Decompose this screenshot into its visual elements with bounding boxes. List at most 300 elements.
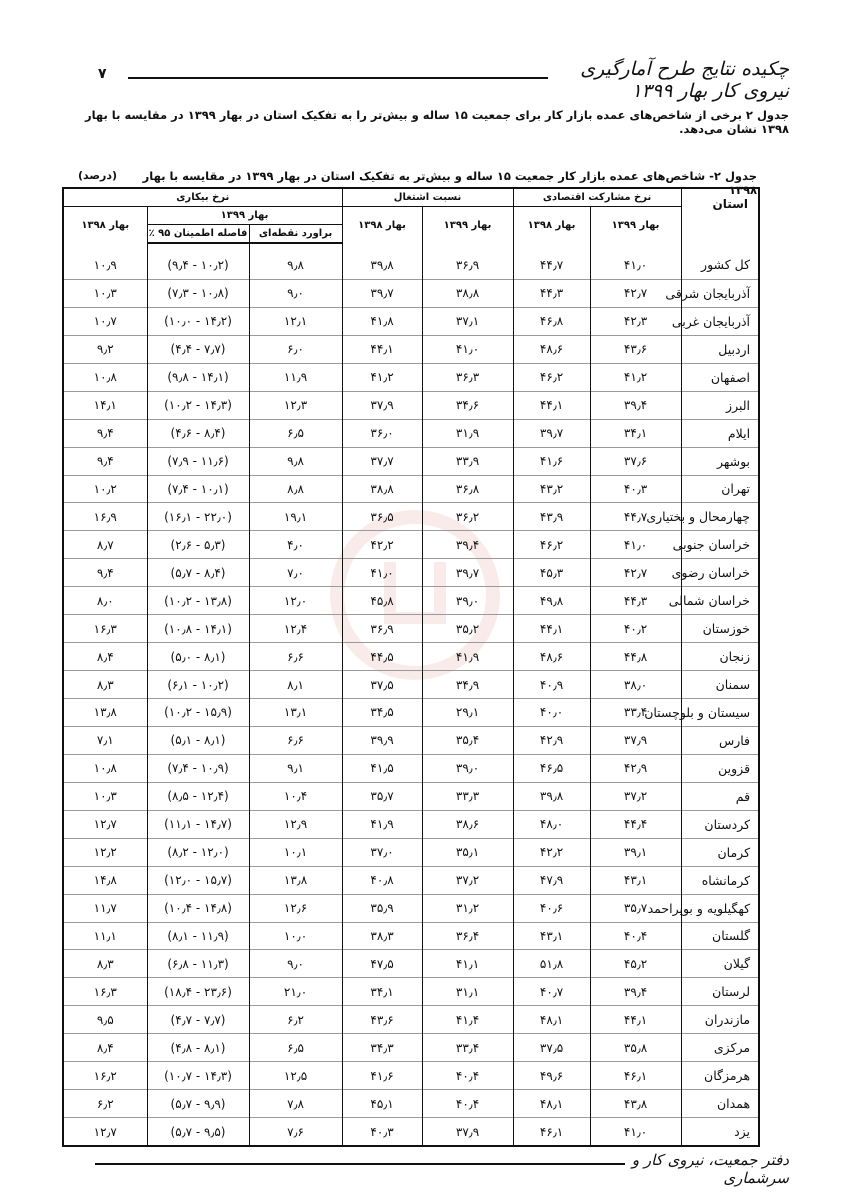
cell-unemployment-ci: (۴٫۶ - ۸٫۴) (147, 419, 249, 447)
cell-participation-1398: ۴۸٫۱ (513, 1006, 590, 1034)
cell-participation-1398: ۴۲٫۲ (513, 838, 590, 866)
cell-employment-1398: ۳۴٫۱ (342, 978, 422, 1006)
cell-unemployment-1398: ۱۱٫۷ (63, 894, 147, 922)
table-row (63, 671, 759, 699)
header-rule (128, 77, 548, 79)
cell-employment-1398: ۳۶٫۹ (342, 615, 422, 643)
header-point-estimate: براورد نقطه‌ای (249, 225, 342, 244)
cell-unemployment-1398: ۱۳٫۸ (63, 699, 147, 727)
cell-unemployment-point: ۱۲٫۹ (249, 810, 342, 838)
header-part-1398: بهار ۱۳۹۸ (513, 207, 590, 244)
header-emp-1398: بهار ۱۳۹۸ (342, 207, 422, 244)
cell-unemployment-ci: (۷٫۹ - ۱۱٫۶) (147, 447, 249, 475)
cell-province: زنجان (681, 643, 759, 671)
cell-unemployment-point: ۱۲٫۴ (249, 615, 342, 643)
header-emp-1399: بهار ۱۳۹۹ (422, 207, 513, 244)
cell-employment-1399: ۳۱٫۲ (422, 894, 513, 922)
cell-unemployment-1398: ۶٫۲ (63, 1090, 147, 1118)
cell-unemployment-ci: (۵٫۷ - ۸٫۴) (147, 559, 249, 587)
cell-unemployment-1398: ۱۰٫۳ (63, 782, 147, 810)
cell-province: گلستان (681, 922, 759, 950)
cell-participation-1399: ۳۹٫۴ (590, 978, 681, 1006)
cell-unemployment-ci: (۱۰٫۷ - ۱۴٫۳) (147, 1062, 249, 1090)
cell-participation-1399: ۴۳٫۸ (590, 1090, 681, 1118)
cell-participation-1399: ۳۷٫۲ (590, 782, 681, 810)
cell-unemployment-point: ۶٫۶ (249, 643, 342, 671)
cell-participation-1398: ۴۰٫۶ (513, 894, 590, 922)
cell-participation-1398: ۴۸٫۰ (513, 810, 590, 838)
cell-participation-1399: ۴۰٫۲ (590, 615, 681, 643)
cell-participation-1399: ۴۴٫۴ (590, 810, 681, 838)
cell-unemployment-ci: (۹٫۸ - ۱۴٫۱) (147, 363, 249, 391)
cell-unemployment-1398: ۱۲٫۲ (63, 838, 147, 866)
cell-unemployment-1398: ۱۰٫۸ (63, 754, 147, 782)
cell-unemployment-point: ۷٫۶ (249, 1118, 342, 1146)
cell-unemployment-ci: (۱۸٫۴ - ۲۳٫۶) (147, 978, 249, 1006)
cell-unemployment-1398: ۹٫۴ (63, 419, 147, 447)
cell-province: مرکزی (681, 1034, 759, 1062)
header-part-1399: بهار ۱۳۹۹ (590, 207, 681, 244)
cell-employment-1398: ۴۱٫۹ (342, 810, 422, 838)
cell-employment-1399: ۳۸٫۸ (422, 279, 513, 307)
cell-province: بوشهر (681, 447, 759, 475)
table-row (63, 978, 759, 1006)
cell-unemployment-1398: ۱۴٫۱ (63, 391, 147, 419)
table-row (63, 475, 759, 503)
cell-employment-1398: ۳۷٫۰ (342, 838, 422, 866)
page-number: ۷ (98, 66, 107, 82)
cell-employment-1398: ۳۸٫۸ (342, 475, 422, 503)
cell-unemployment-point: ۸٫۱ (249, 671, 342, 699)
cell-employment-1398: ۴۰٫۳ (342, 1118, 422, 1146)
cell-unemployment-point: ۶٫۶ (249, 726, 342, 754)
cell-employment-1399: ۳۶٫۹ (422, 243, 513, 279)
cell-participation-1398: ۴۷٫۹ (513, 866, 590, 894)
cell-participation-1399: ۴۴٫۸ (590, 643, 681, 671)
table-row (63, 559, 759, 587)
cell-province: سیستان و بلوچستان (681, 699, 759, 727)
cell-province: تهران (681, 475, 759, 503)
cell-employment-1398: ۴۴٫۵ (342, 643, 422, 671)
cell-unemployment-ci: (۱۱٫۱ - ۱۴٫۷) (147, 810, 249, 838)
cell-employment-1398: ۴۱٫۸ (342, 307, 422, 335)
cell-employment-1398: ۴۱٫۵ (342, 754, 422, 782)
cell-participation-1398: ۴۶٫۸ (513, 307, 590, 335)
cell-unemployment-point: ۷٫۰ (249, 559, 342, 587)
table-row (63, 922, 759, 950)
cell-participation-1399: ۳۵٫۸ (590, 1034, 681, 1062)
cell-employment-1399: ۳۹٫۷ (422, 559, 513, 587)
cell-unemployment-1398: ۱۴٫۸ (63, 866, 147, 894)
cell-unemployment-ci: (۵٫۰ - ۸٫۱) (147, 643, 249, 671)
table-row (63, 307, 759, 335)
cell-participation-1398: ۴۰٫۹ (513, 671, 590, 699)
cell-employment-1398: ۴۱٫۰ (342, 559, 422, 587)
cell-employment-1398: ۴۰٫۸ (342, 866, 422, 894)
footer-department: دفتر جمعیت، نیروی کار و سرشماری (631, 1151, 789, 1187)
cell-province: همدان (681, 1090, 759, 1118)
cell-employment-1398: ۳۴٫۵ (342, 699, 422, 727)
cell-province: خراسان شمالی (681, 587, 759, 615)
cell-participation-1399: ۴۵٫۲ (590, 950, 681, 978)
cell-province: چهارمحال و بختیاری (681, 503, 759, 531)
cell-participation-1398: ۴۳٫۹ (513, 503, 590, 531)
cell-participation-1399: ۴۳٫۱ (590, 866, 681, 894)
cell-unemployment-point: ۷٫۸ (249, 1090, 342, 1118)
cell-participation-1399: ۴۰٫۳ (590, 475, 681, 503)
intro-paragraph: جدول ۲ برخی از شاخص‌های عمده بازار کار برای جمعیت ۱۵ ساله و بیش‌تر را به تفکیک استان در بهار ۱۳۹۹ در مقایسه با بهار ۱۳۹۸ نشان می‌دهد. (84, 108, 789, 136)
cell-province: هرمزگان (681, 1062, 759, 1090)
cell-unemployment-point: ۱۰٫۱ (249, 838, 342, 866)
cell-unemployment-ci: (۱۰٫۲ - ۱۵٫۹) (147, 699, 249, 727)
cell-province: خراسان جنوبی (681, 531, 759, 559)
table-row (63, 699, 759, 727)
cell-employment-1398: ۳۷٫۵ (342, 671, 422, 699)
cell-unemployment-point: ۱۰٫۴ (249, 782, 342, 810)
cell-participation-1398: ۴۴٫۷ (513, 243, 590, 279)
table-row (63, 363, 759, 391)
cell-participation-1398: ۴۳٫۲ (513, 475, 590, 503)
cell-unemployment-ci: (۷٫۴ - ۱۰٫۱) (147, 475, 249, 503)
table-row (63, 726, 759, 754)
cell-province: کردستان (681, 810, 759, 838)
cell-unemployment-point: ۹٫۰ (249, 279, 342, 307)
cell-province: کهگیلویه و بویراحمد (681, 894, 759, 922)
cell-unemployment-1398: ۱۶٫۳ (63, 978, 147, 1006)
cell-unemployment-ci: (۵٫۷ - ۹٫۹) (147, 1090, 249, 1118)
cell-unemployment-point: ۹٫۰ (249, 950, 342, 978)
cell-unemployment-1398: ۸٫۴ (63, 1034, 147, 1062)
header-unemp-1399: بهار ۱۳۹۹ (147, 207, 342, 225)
cell-participation-1398: ۴۳٫۱ (513, 922, 590, 950)
cell-employment-1398: ۴۴٫۱ (342, 335, 422, 363)
cell-employment-1399: ۳۷٫۹ (422, 1118, 513, 1146)
cell-participation-1399: ۳۴٫۱ (590, 419, 681, 447)
cell-employment-1399: ۳۶٫۲ (422, 503, 513, 531)
cell-employment-1399: ۳۵٫۱ (422, 838, 513, 866)
cell-province: کرمانشاه (681, 866, 759, 894)
cell-participation-1399: ۴۱٫۰ (590, 1118, 681, 1146)
table-row (63, 335, 759, 363)
cell-employment-1399: ۴۱٫۰ (422, 335, 513, 363)
table-row (63, 447, 759, 475)
cell-unemployment-1398: ۱۲٫۷ (63, 1118, 147, 1146)
cell-participation-1398: ۳۷٫۵ (513, 1034, 590, 1062)
cell-unemployment-point: ۱۳٫۱ (249, 699, 342, 727)
cell-province: فارس (681, 726, 759, 754)
cell-unemployment-ci: (۹٫۴ - ۱۰٫۲) (147, 243, 249, 279)
table-row (63, 615, 759, 643)
cell-employment-1399: ۳۵٫۲ (422, 615, 513, 643)
cell-employment-1398: ۴۵٫۱ (342, 1090, 422, 1118)
cell-participation-1398: ۴۶٫۲ (513, 531, 590, 559)
cell-unemployment-1398: ۱۶٫۲ (63, 1062, 147, 1090)
table-row (63, 503, 759, 531)
cell-employment-1399: ۳۶٫۸ (422, 475, 513, 503)
cell-unemployment-ci: (۱۲٫۰ - ۱۵٫۷) (147, 866, 249, 894)
cell-province: سمنان (681, 671, 759, 699)
table-row (63, 391, 759, 419)
cell-employment-1399: ۳۵٫۴ (422, 726, 513, 754)
cell-employment-1398: ۳۵٫۹ (342, 894, 422, 922)
cell-province: ایلام (681, 419, 759, 447)
cell-employment-1399: ۳۱٫۹ (422, 419, 513, 447)
cell-unemployment-point: ۱۲٫۳ (249, 391, 342, 419)
cell-employment-1398: ۴۷٫۵ (342, 950, 422, 978)
cell-unemployment-point: ۱۱٫۹ (249, 363, 342, 391)
running-header-title: چکیده نتایج طرح آمارگیری نیروی کار بهار ۱۳۹۹ (580, 58, 789, 102)
cell-province: مازندران (681, 1006, 759, 1034)
cell-employment-1399: ۳۳٫۴ (422, 1034, 513, 1062)
cell-unemployment-point: ۹٫۸ (249, 447, 342, 475)
cell-participation-1398: ۴۲٫۹ (513, 726, 590, 754)
cell-employment-1398: ۳۵٫۷ (342, 782, 422, 810)
cell-unemployment-1398: ۱۰٫۳ (63, 279, 147, 307)
cell-unemployment-1398: ۸٫۳ (63, 671, 147, 699)
table-row (63, 1006, 759, 1034)
cell-unemployment-point: ۶٫۰ (249, 335, 342, 363)
header-confidence-interval: فاصله اطمینان ۹۵ ٪ (147, 225, 249, 244)
cell-employment-1399: ۳۴٫۹ (422, 671, 513, 699)
cell-participation-1399: ۳۵٫۷ (590, 894, 681, 922)
cell-province: یزد (681, 1118, 759, 1146)
cell-unemployment-point: ۱۲٫۱ (249, 307, 342, 335)
cell-participation-1399: ۴۴٫۷ (590, 503, 681, 531)
cell-unemployment-1398: ۹٫۲ (63, 335, 147, 363)
cell-participation-1398: ۴۹٫۸ (513, 587, 590, 615)
cell-participation-1398: ۵۱٫۸ (513, 950, 590, 978)
cell-employment-1399: ۳۶٫۳ (422, 363, 513, 391)
cell-unemployment-1398: ۷٫۱ (63, 726, 147, 754)
cell-employment-1399: ۳۹٫۰ (422, 754, 513, 782)
cell-employment-1398: ۳۸٫۳ (342, 922, 422, 950)
cell-province: کل کشور (681, 243, 759, 279)
cell-unemployment-point: ۶٫۲ (249, 1006, 342, 1034)
table-row (63, 243, 759, 279)
cell-unemployment-ci: (۶٫۸ - ۱۱٫۳) (147, 950, 249, 978)
cell-participation-1399: ۴۲٫۳ (590, 307, 681, 335)
cell-participation-1398: ۴۹٫۶ (513, 1062, 590, 1090)
cell-province: گیلان (681, 950, 759, 978)
cell-participation-1398: ۴۶٫۵ (513, 754, 590, 782)
cell-participation-1398: ۴۰٫۷ (513, 978, 590, 1006)
cell-unemployment-1398: ۹٫۴ (63, 447, 147, 475)
cell-participation-1399: ۳۷٫۹ (590, 726, 681, 754)
cell-employment-1399: ۳۱٫۱ (422, 978, 513, 1006)
cell-participation-1399: ۳۹٫۱ (590, 838, 681, 866)
table-row (63, 894, 759, 922)
cell-province: البرز (681, 391, 759, 419)
cell-unemployment-point: ۴٫۰ (249, 531, 342, 559)
cell-employment-1399: ۳۶٫۴ (422, 922, 513, 950)
cell-unemployment-ci: (۱۰٫۸ - ۱۴٫۱) (147, 615, 249, 643)
cell-province: لرستان (681, 978, 759, 1006)
table-row (63, 782, 759, 810)
cell-employment-1398: ۴۲٫۲ (342, 531, 422, 559)
cell-unemployment-1398: ۹٫۴ (63, 559, 147, 587)
cell-employment-1399: ۳۳٫۹ (422, 447, 513, 475)
cell-unemployment-point: ۶٫۵ (249, 419, 342, 447)
cell-unemployment-1398: ۱۰٫۲ (63, 475, 147, 503)
cell-unemployment-ci: (۸٫۱ - ۱۱٫۹) (147, 922, 249, 950)
cell-participation-1399: ۴۲٫۷ (590, 559, 681, 587)
cell-unemployment-point: ۱۹٫۱ (249, 503, 342, 531)
cell-participation-1398: ۴۴٫۱ (513, 391, 590, 419)
cell-employment-1399: ۳۸٫۶ (422, 810, 513, 838)
cell-unemployment-1398: ۸٫۴ (63, 643, 147, 671)
cell-participation-1399: ۴۴٫۳ (590, 587, 681, 615)
cell-participation-1399: ۳۸٫۰ (590, 671, 681, 699)
cell-province: خراسان رضوی (681, 559, 759, 587)
cell-participation-1399: ۴۳٫۶ (590, 335, 681, 363)
header-participation: نرخ مشارکت اقتصادی (513, 188, 681, 207)
cell-unemployment-point: ۶٫۵ (249, 1034, 342, 1062)
cell-unemployment-ci: (۱۰٫۲ - ۱۴٫۳) (147, 391, 249, 419)
cell-unemployment-ci: (۸٫۵ - ۱۲٫۴) (147, 782, 249, 810)
cell-participation-1398: ۴۸٫۶ (513, 643, 590, 671)
cell-participation-1399: ۳۷٫۶ (590, 447, 681, 475)
cell-employment-1398: ۳۷٫۷ (342, 447, 422, 475)
cell-employment-1399: ۴۱٫۱ (422, 950, 513, 978)
table-row (63, 866, 759, 894)
cell-unemployment-1398: ۸٫۳ (63, 950, 147, 978)
cell-unemployment-ci: (۵٫۷ - ۹٫۵) (147, 1118, 249, 1146)
cell-participation-1399: ۴۲٫۹ (590, 754, 681, 782)
table-row (63, 419, 759, 447)
cell-unemployment-1398: ۱۶٫۳ (63, 615, 147, 643)
cell-participation-1399: ۴۰٫۴ (590, 922, 681, 950)
table-row (63, 279, 759, 307)
cell-unemployment-1398: ۱۲٫۷ (63, 810, 147, 838)
cell-participation-1399: ۴۲٫۷ (590, 279, 681, 307)
cell-participation-1398: ۴۴٫۳ (513, 279, 590, 307)
cell-participation-1399: ۳۳٫۴ (590, 699, 681, 727)
cell-unemployment-point: ۸٫۸ (249, 475, 342, 503)
cell-unemployment-ci: (۴٫۷ - ۷٫۷) (147, 1006, 249, 1034)
cell-participation-1398: ۴۸٫۱ (513, 1090, 590, 1118)
cell-unemployment-1398: ۱۱٫۱ (63, 922, 147, 950)
table-row (63, 1062, 759, 1090)
header-employment: نسبت اشتغال (342, 188, 513, 207)
cell-unemployment-ci: (۱۰٫۰ - ۱۴٫۲) (147, 307, 249, 335)
cell-unemployment-1398: ۱۰٫۷ (63, 307, 147, 335)
cell-unemployment-ci: (۷٫۳ - ۱۰٫۸) (147, 279, 249, 307)
cell-participation-1398: ۴۶٫۲ (513, 363, 590, 391)
table-row (63, 587, 759, 615)
cell-province: کرمان (681, 838, 759, 866)
cell-province: قم (681, 782, 759, 810)
cell-participation-1399: ۴۱٫۲ (590, 363, 681, 391)
cell-province: اصفهان (681, 363, 759, 391)
cell-unemployment-point: ۹٫۸ (249, 243, 342, 279)
cell-unemployment-point: ۱۲٫۰ (249, 587, 342, 615)
cell-employment-1398: ۳۴٫۳ (342, 1034, 422, 1062)
cell-employment-1398: ۳۹٫۷ (342, 279, 422, 307)
cell-province: خوزستان (681, 615, 759, 643)
header-unemp-1398: بهار ۱۳۹۸ (63, 207, 147, 244)
cell-employment-1398: ۴۱٫۶ (342, 1062, 422, 1090)
cell-employment-1399: ۳۹٫۴ (422, 531, 513, 559)
cell-unemployment-1398: ۸٫۰ (63, 587, 147, 615)
table-row (63, 1034, 759, 1062)
cell-unemployment-1398: ۸٫۷ (63, 531, 147, 559)
cell-province: اردبیل (681, 335, 759, 363)
cell-unemployment-ci: (۴٫۴ - ۷٫۷) (147, 335, 249, 363)
cell-participation-1398: ۳۹٫۷ (513, 419, 590, 447)
cell-province: آذربایجان شرقی (681, 279, 759, 307)
cell-participation-1398: ۴۶٫۱ (513, 1118, 590, 1146)
cell-employment-1398: ۳۹٫۹ (342, 726, 422, 754)
cell-participation-1398: ۴۰٫۰ (513, 699, 590, 727)
cell-participation-1398: ۴۸٫۶ (513, 335, 590, 363)
cell-participation-1399: ۴۱٫۰ (590, 531, 681, 559)
cell-employment-1398: ۳۹٫۸ (342, 243, 422, 279)
cell-province: قزوین (681, 754, 759, 782)
table-row (63, 1118, 759, 1146)
labor-indicators-table (62, 187, 760, 1147)
cell-participation-1398: ۴۵٫۳ (513, 559, 590, 587)
table-row (63, 950, 759, 978)
cell-unemployment-point: ۱۳٫۸ (249, 866, 342, 894)
cell-unemployment-point: ۱۰٫۰ (249, 922, 342, 950)
cell-unemployment-point: ۱۲٫۵ (249, 1062, 342, 1090)
cell-unemployment-ci: (۴٫۸ - ۸٫۱) (147, 1034, 249, 1062)
cell-employment-1398: ۴۵٫۸ (342, 587, 422, 615)
table-row (63, 810, 759, 838)
cell-participation-1398: ۴۴٫۱ (513, 615, 590, 643)
cell-unemployment-1398: ۱۰٫۹ (63, 243, 147, 279)
cell-unemployment-ci: (۱۰٫۲ - ۱۳٫۸) (147, 587, 249, 615)
cell-employment-1399: ۴۰٫۴ (422, 1090, 513, 1118)
table-row (63, 1090, 759, 1118)
cell-participation-1399: ۴۱٫۰ (590, 243, 681, 279)
cell-unemployment-ci: (۶٫۱ - ۱۰٫۲) (147, 671, 249, 699)
cell-unemployment-ci: (۱۰٫۴ - ۱۴٫۸) (147, 894, 249, 922)
table-row (63, 838, 759, 866)
cell-unemployment-ci: (۷٫۴ - ۱۰٫۹) (147, 754, 249, 782)
cell-employment-1399: ۴۱٫۴ (422, 1006, 513, 1034)
cell-unemployment-point: ۹٫۱ (249, 754, 342, 782)
cell-employment-1398: ۳۷٫۹ (342, 391, 422, 419)
header-province: استان (681, 188, 759, 243)
cell-unemployment-ci: (۸٫۲ - ۱۲٫۰) (147, 838, 249, 866)
cell-unemployment-1398: ۱۰٫۸ (63, 363, 147, 391)
cell-employment-1398: ۴۳٫۶ (342, 1006, 422, 1034)
cell-participation-1399: ۴۶٫۱ (590, 1062, 681, 1090)
cell-employment-1398: ۳۶٫۰ (342, 419, 422, 447)
cell-employment-1399: ۴۱٫۹ (422, 643, 513, 671)
cell-unemployment-point: ۲۱٫۰ (249, 978, 342, 1006)
cell-employment-1398: ۴۱٫۲ (342, 363, 422, 391)
cell-unemployment-ci: (۵٫۱ - ۸٫۱) (147, 726, 249, 754)
cell-province: آذربایجان غربی (681, 307, 759, 335)
cell-participation-1399: ۳۹٫۴ (590, 391, 681, 419)
cell-employment-1399: ۳۹٫۰ (422, 587, 513, 615)
table-row (63, 754, 759, 782)
cell-participation-1398: ۳۹٫۸ (513, 782, 590, 810)
table-row (63, 531, 759, 559)
cell-employment-1399: ۲۹٫۱ (422, 699, 513, 727)
cell-employment-1399: ۳۴٫۶ (422, 391, 513, 419)
cell-employment-1398: ۳۶٫۵ (342, 503, 422, 531)
table-body (63, 243, 759, 1146)
cell-unemployment-1398: ۹٫۵ (63, 1006, 147, 1034)
cell-participation-1399: ۴۴٫۱ (590, 1006, 681, 1034)
table-caption: جدول ۲- شاخص‌های عمده بازار کار جمعیت ۱۵ ساله و بیش‌تر به تفکیک استان در بهار ۱۳۹۹ در مقایسه با بهار ۱۳۹۸ (142, 169, 757, 197)
cell-participation-1398: ۴۱٫۶ (513, 447, 590, 475)
cell-employment-1399: ۳۷٫۱ (422, 307, 513, 335)
cell-unemployment-point: ۱۲٫۶ (249, 894, 342, 922)
